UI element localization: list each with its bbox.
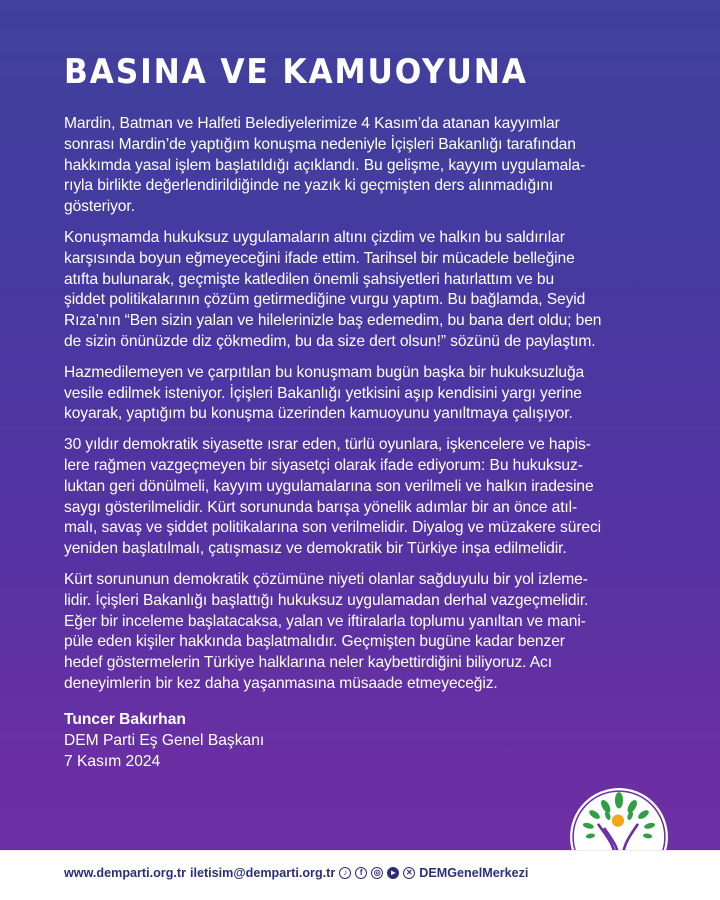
signatory-role: DEM Parti Eş Genel Başkanı <box>64 731 265 749</box>
x-icon[interactable]: ✕ <box>403 867 415 879</box>
tiktok-icon[interactable]: ♪ <box>339 867 351 879</box>
text-line: deneyimlerin bir kez daha yaşanmasına müsaade etmeyeceğiz. <box>64 674 498 692</box>
text-line: Mardin, Batman ve Halfeti Belediyelerimize 4 Kasım’da atanan kayyımlar <box>64 115 560 132</box>
text-line: püle eden kişiler hakkında başlatmalıdır. Geçmişten bugüne kadar benzer <box>64 633 565 651</box>
email-link[interactable]: iletisim@demparti.org.tr <box>189 866 336 880</box>
page-title: BASINA VE KAMUOYUNA <box>64 52 528 92</box>
paragraph-2 <box>64 228 664 353</box>
text-line: atıfta bulunarak, geçmişte katledilen önemli şahsiyetleri hatırlattım ve bu <box>64 270 555 288</box>
website-link[interactable]: www.demparti.org.tr <box>64 866 186 880</box>
footer-bar <box>0 850 720 900</box>
statement-content <box>64 52 664 772</box>
text-line: şiddet politikalarının çözüm getirmediğine vurgu yaptım. Bu bağlamda, Seyid <box>64 291 586 309</box>
text-line: vesile edilmek isteniyor. İçişleri Bakanlığı yetkisini aşıp kendisini yargı yerine <box>64 384 582 402</box>
text-line: lidir. İçişleri Bakanlığı başlattığı hukuksuz uygulamadan derhal vazgeçmelidir. <box>64 591 589 609</box>
text-line: gösteriyor. <box>64 198 135 216</box>
paragraph-5 <box>64 570 664 695</box>
text-line: lere rağmen vazgeçmeyen bir siyasetçi olarak ifade ediyorum: Bu hukuksuz- <box>64 456 583 474</box>
text-line: Kürt sorununun demokratik çözümüne niyeti olanlar sağduyulu bir yol izleme- <box>64 570 588 588</box>
text-line: rıyla birlikte değerlendirildiğinde ne yazık ki geçmişten ders alınmadığını <box>64 177 554 195</box>
text-line: sonrası Mardin’de yaptığım konuşma nedeniyle İçişleri Bakanlığı tarafından <box>64 135 576 153</box>
text-line: luktan geri dönülmeli, kayyım uygulamalarına son verilmeli ve halkın iradesine <box>64 477 594 495</box>
text-line: Hazmedilemeyen ve çarpıtılan bu konuşmam bugün başka bir hukuksuzluğa <box>64 363 585 381</box>
text-line: hakkımda yasal işlem başlatıldığı açıklandı. Bu gelişme, kayyım uygulamala- <box>64 156 586 174</box>
social-handle[interactable]: DEMGenelMerkezi <box>419 866 529 880</box>
paragraph-3 <box>64 363 664 425</box>
signature-block <box>64 709 664 772</box>
paragraph-1 <box>64 114 664 218</box>
statement-date: 7 Kasım 2024 <box>64 752 161 770</box>
text-line: saygı gösterilmelidir. Kürt sorununda barışa yönelik adımlar bir an önce atıl- <box>64 498 578 516</box>
text-line: karşısında boyun eğmeyeceğini ifade ettim. Tarihsel bir mücadele belleğine <box>64 249 575 267</box>
text-line: de sizin önünüzde diz çökmedim, bu da size dert olsun!” sözünü de paylaştım. <box>64 332 596 350</box>
paragraph-4 <box>64 435 664 560</box>
text-line: Konuşmamda hukuksuz uygulamaların altını çizdim ve halkın bu saldırılar <box>64 228 565 246</box>
text-line: yeniden başlatılmalı, çatışmasız ve demokratik bir Türkiye inşa edilmelidir. <box>64 540 567 558</box>
text-line: malı, savaş ve şiddet politikalarına son verilmelidir. Diyalog ve müzakere süreci <box>64 519 602 537</box>
signatory-name: Tuncer Bakırhan <box>64 710 186 728</box>
text-line: koyarak, yaptığım bu konuşma üzerinden kamuoyunu yanıltmaya çalışıyor. <box>64 405 573 423</box>
text-line: Rıza’nın “Ben sizin yalan ve hilelerinizle baş edemedim, bu bana dert oldu; ben <box>64 312 602 330</box>
text-line: hedef göstermelerin Türkiye halklarına neler kaybettirdiğini biliyoruz. Acı <box>64 654 552 672</box>
text-line: 30 yıldır demokratik siyasette ısrar eden, türlü oyunlara, işkencelere ve hapis- <box>64 436 591 454</box>
text-line: Eğer bir inceleme başlatacaksa, yalan ve iftiralarla toplumu yanıltan ve mani- <box>64 612 586 630</box>
youtube-icon[interactable]: ▸ <box>387 867 399 879</box>
instagram-icon[interactable]: ◎ <box>371 867 383 879</box>
footer-contacts <box>64 866 528 880</box>
facebook-icon[interactable]: f <box>355 867 367 879</box>
